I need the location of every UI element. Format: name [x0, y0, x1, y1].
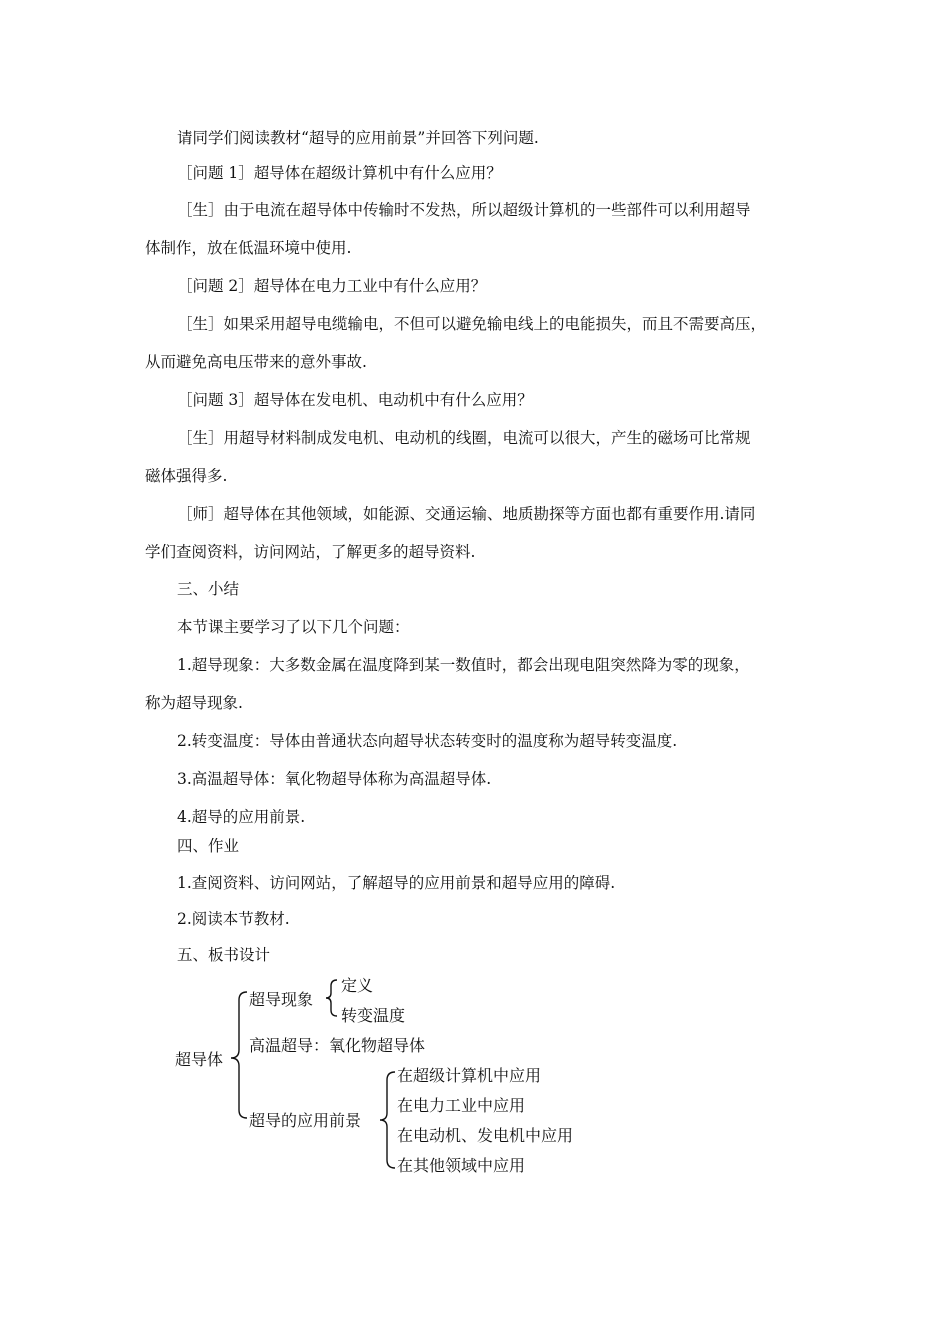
- homework-heading: 四、作业: [177, 837, 240, 855]
- brace-lines: [165, 968, 625, 1184]
- board-application-child-1: 在超级计算机中应用: [397, 1066, 542, 1085]
- question-3: ［问题 3］超导体在发电机、电动机中有什么应用？: [177, 391, 533, 409]
- board-root: 超导体: [175, 1050, 224, 1069]
- teacher-line-2: 学们查阅资料，访问网站，了解更多的超导资料.: [145, 543, 476, 561]
- teacher-line-1: ［师］超导体在其他领域，如能源、交通运输、地质勘探等方面也都有重要作用.请同: [177, 505, 756, 523]
- summary-item-4: 4.超导的应用前景.: [177, 808, 306, 826]
- board-application-child-4: 在其他领域中应用: [397, 1156, 526, 1175]
- summary-intro: 本节课主要学习了以下几个问题：: [177, 618, 410, 636]
- question-1: ［问题 1］超导体在超级计算机中有什么应用？: [177, 164, 502, 182]
- answer-2-line-2: 从而避免高电压带来的意外事故.: [145, 353, 367, 371]
- board-branch-phenomenon: 超导现象: [249, 990, 314, 1009]
- board-branch-application: 超导的应用前景: [249, 1111, 362, 1130]
- intro-text: 请同学们阅读教材“超导的应用前景”并回答下列问题.: [177, 129, 539, 147]
- homework-item-1: 1.查阅资料、访问网站，了解超导的应用前景和超导应用的障碍.: [177, 874, 616, 892]
- board-phenomenon-child-1: 定义: [341, 976, 374, 995]
- answer-2-line-1: ［生］如果采用超导电缆输电，不但可以避免输电线上的电能损失，而且不需要高压，: [177, 315, 767, 333]
- summary-item-2: 2.转变温度：导体由普通状态向超导状态转变时的温度称为超导转变温度.: [177, 732, 678, 750]
- board-application-child-2: 在电力工业中应用: [397, 1096, 526, 1115]
- answer-3-line-2: 磁体强得多.: [145, 467, 228, 485]
- question-2: ［问题 2］超导体在电力工业中有什么应用？: [177, 277, 487, 295]
- summary-item-1-line-1: 1.超导现象：大多数金属在温度降到某一数值时，都会出现电阻突然降为零的现象，: [177, 656, 750, 674]
- board-branch-high-temp: 高温超导：氧化物超导体: [249, 1036, 426, 1055]
- summary-heading: 三、小结: [177, 580, 240, 598]
- summary-item-1-line-2: 称为超导现象.: [145, 694, 243, 712]
- main-brace: [231, 992, 247, 1118]
- board-heading: 五、板书设计: [177, 946, 271, 964]
- board-application-child-3: 在电动机、发电机中应用: [397, 1126, 574, 1145]
- summary-item-3: 3.高温超导体：氧化物超导体称为高温超导体.: [177, 770, 492, 788]
- answer-3-line-1: ［生］用超导材料制成发电机、电动机的线圈，电流可以很大，产生的磁场可比常规: [177, 429, 751, 447]
- homework-item-2: 2.阅读本节教材.: [177, 910, 290, 928]
- application-brace: [380, 1072, 395, 1168]
- board-phenomenon-child-2: 转变温度: [341, 1006, 406, 1025]
- answer-1-line-1: ［生］由于电流在超导体中传输时不发热，所以超级计算机的一些部件可以利用超导: [177, 201, 751, 219]
- answer-1-line-2: 体制作，放在低温环境中使用.: [145, 239, 352, 257]
- board-diagram: [165, 968, 625, 1184]
- phenomenon-brace: [326, 980, 337, 1016]
